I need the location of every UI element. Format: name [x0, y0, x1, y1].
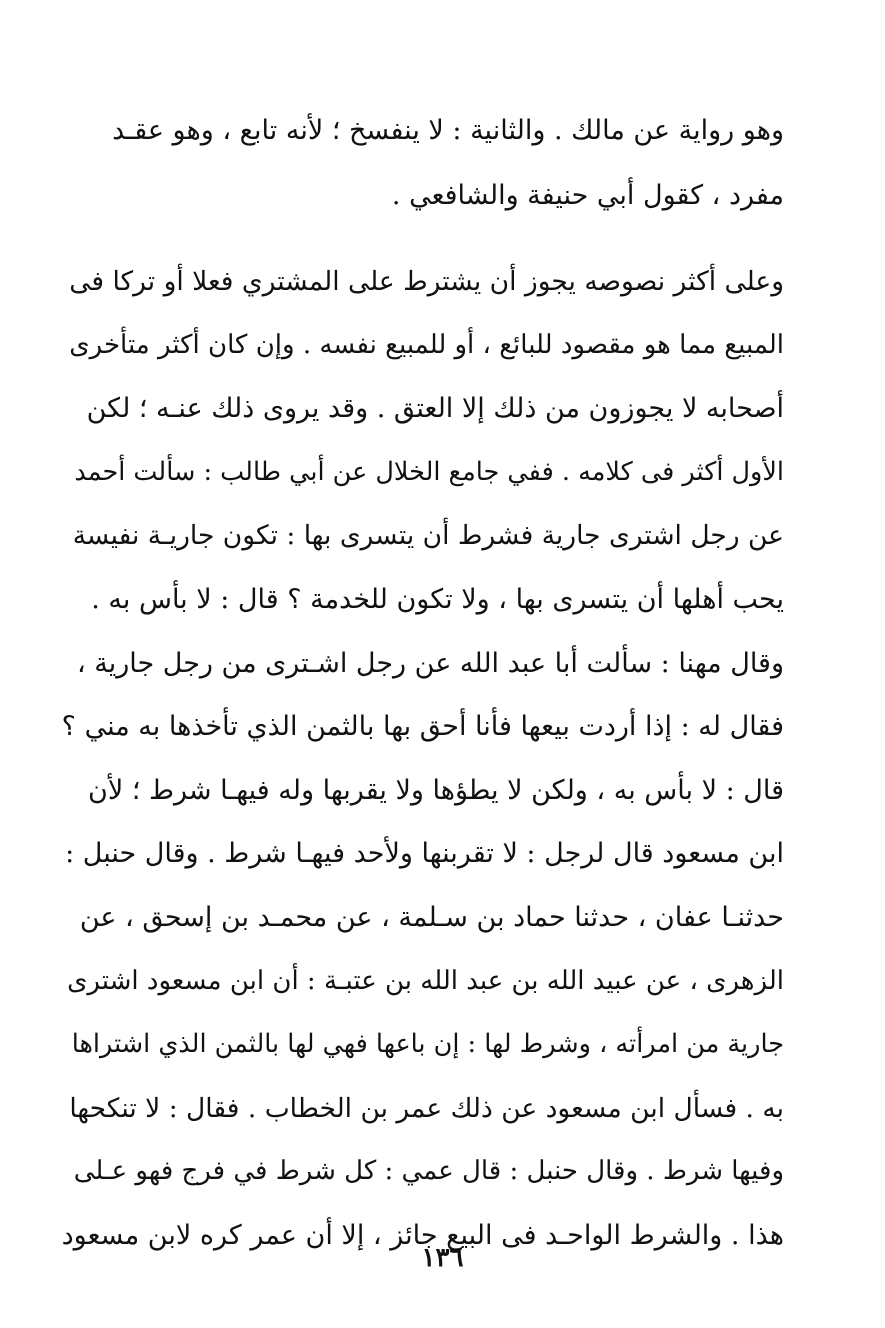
text-line: يحب أهلها أن يتسرى بها ، ولا تكون للخدمة ؟ قال : لا بأس به .: [91, 583, 784, 615]
paragraph-1: [62, 98, 784, 228]
text-line: عن رجل اشترى جارية فشرط أن يتسرى بها : تكون جاريـة نفيسة: [72, 520, 784, 552]
text-line: أصحابه لا يجوزون من ذلك إلا العتق . وقد يروى ذلك عنـه ؛ لكن: [86, 393, 784, 425]
page-number: ١٣٦: [421, 1243, 464, 1273]
text-line: وهو رواية عن مالك . والثانية : لا ينفسخ ؛ لأنه تابع ، وهو عقـد: [112, 115, 784, 146]
text-line: به . فسأل ابن مسعود عن ذلك عمر بن الخطاب . فقال : لا تنكحها: [69, 1092, 784, 1124]
text-line: وفيها شرط . وقال حنبل : قال عمي : كل شرط في فرج فهو عـلى: [73, 1156, 784, 1187]
text-line: الأول أكثر فى كلامه . ففي جامع الخلال عن أبي طالب : سألت أحمد: [74, 456, 784, 487]
text-line: هذا . والشرط الواحـد فى البيع جائز ، إلا أن عمر كره لابن مسعود: [62, 1219, 784, 1251]
text-line: جارية من امرأته ، وشرط لها : إن باعها فهي لها بالثمن الذي اشتراها: [71, 1029, 784, 1060]
text-line: وعلى أكثر نصوصه يجوز أن يشترط على المشتري فعلا أو تركا فى: [69, 266, 784, 297]
text-line: حدثنـا عفان ، حدثنا حماد بن سـلمة ، عن محمـد بن إسحق ، عن: [79, 901, 784, 933]
text-line: ابن مسعود قال لرجل : لا تقربنها ولأحد فيهـا شرط . وقال حنبل :: [65, 838, 784, 870]
text-line: وقال مهنا : سألت أبا عبد الله عن رجل اشـترى من رجل جارية ،: [76, 647, 784, 679]
text-line: مفرد ، كقول أبي حنيفة والشافعي .: [391, 180, 784, 211]
text-line: قال : لا بأس به ، ولكن لا يطؤها ولا يقربها وله فيهـا شرط ؛ لأن: [88, 774, 784, 806]
text-line: فقال له : إذا أردت بيعها فأنا أحق بها بالثمن الذي تأخذها به مني ؟: [62, 711, 784, 743]
paragraph-2: [62, 250, 784, 1268]
text-line: الزهرى ، عن عبيد الله بن عبد الله بن عتبـة : أن ابن مسعود اشترى: [67, 965, 784, 996]
text-line: المبيع مما هو مقصود للبائع ، أو للمبيع نفسه . وإن كان أكثر متأخرى: [69, 329, 784, 360]
